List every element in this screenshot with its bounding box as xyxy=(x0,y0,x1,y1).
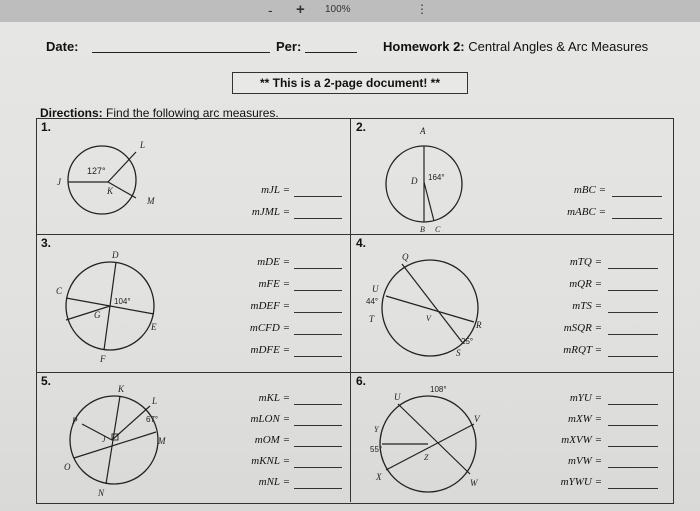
problem-6-circle-diagram xyxy=(370,382,500,502)
question-5c: mOM = xyxy=(254,434,290,446)
problem-3-number: 3. xyxy=(41,236,52,250)
question-1b: mJML = xyxy=(251,206,290,218)
label-Q: Q xyxy=(402,252,409,262)
label-P: P xyxy=(72,416,78,426)
angle-164: 164° xyxy=(428,173,445,182)
page-title xyxy=(383,39,648,54)
zoom-level: 100% xyxy=(325,4,351,15)
answer-blank-2a[interactable] xyxy=(612,196,662,197)
question-5e: mNL = xyxy=(258,476,290,488)
question-2b: mABC = xyxy=(567,206,606,218)
problem-2-circle-diagram xyxy=(378,126,468,236)
answer-blank-6d[interactable] xyxy=(608,467,658,468)
label-K: K xyxy=(107,186,114,196)
label-V: V xyxy=(426,314,431,323)
problem-2-number: 2. xyxy=(356,120,367,134)
answer-blank-5c[interactable] xyxy=(294,446,342,447)
label-C: C xyxy=(435,225,441,234)
label-J: J xyxy=(57,177,61,187)
date-blank[interactable] xyxy=(92,52,270,53)
answer-blank-3a[interactable] xyxy=(294,268,342,269)
question-2a: mBC = xyxy=(573,184,606,196)
problem-6-number: 6. xyxy=(356,374,367,388)
answer-blank-3c[interactable] xyxy=(294,312,342,313)
label-X: X xyxy=(376,472,382,482)
answer-blank-6e[interactable] xyxy=(608,488,658,489)
label-O: O xyxy=(64,462,71,472)
directions-label: Directions: xyxy=(40,106,103,120)
problem-5-number: 5. xyxy=(41,374,52,388)
problem-1-number: 1. xyxy=(41,120,52,134)
answer-blank-4b[interactable] xyxy=(608,290,658,291)
question-3d: mCFD = xyxy=(249,322,290,334)
answer-blank-3d[interactable] xyxy=(294,334,342,335)
label-L: L xyxy=(152,396,158,406)
problem-5-circle-diagram xyxy=(60,382,180,502)
answer-blank-1a[interactable] xyxy=(294,196,342,197)
angle-67: 67° xyxy=(146,415,159,424)
answer-blank-4c[interactable] xyxy=(608,312,658,313)
period-blank[interactable] xyxy=(305,52,357,53)
label-A: A xyxy=(420,126,426,136)
zoom-in-button[interactable]: + xyxy=(296,1,305,18)
angle-108: 108° xyxy=(430,385,447,394)
question-3b: mFE = xyxy=(258,278,290,290)
label-B: B xyxy=(420,225,425,234)
label-D: D xyxy=(112,250,119,260)
problem-4-circle-diagram xyxy=(364,248,494,370)
period-label: Per: xyxy=(276,39,302,54)
label-U: U xyxy=(372,284,379,294)
question-3a: mDE = xyxy=(257,256,290,268)
label-D: D xyxy=(411,176,418,186)
label-C: C xyxy=(56,286,63,296)
answer-blank-5d[interactable] xyxy=(294,467,342,468)
angle-104: 104° xyxy=(114,297,131,306)
label-M: M xyxy=(158,436,166,446)
directions-text: Find the following arc measures. xyxy=(102,106,279,120)
two-page-notice: ** This is a 2-page document! ** xyxy=(232,72,468,94)
label-L: L xyxy=(140,140,146,150)
question-4c: mTS = xyxy=(572,300,602,312)
question-5b: mLON = xyxy=(250,413,290,425)
zoom-out-button[interactable]: - xyxy=(268,2,273,18)
angle-55: 55° xyxy=(370,445,383,454)
viewer-toolbar xyxy=(0,0,700,22)
label-E: E xyxy=(151,322,157,332)
label-M: M xyxy=(147,196,155,206)
answer-blank-2b[interactable] xyxy=(612,218,662,219)
angle-25: 25° xyxy=(461,337,474,346)
question-6d: mVW = xyxy=(568,455,602,467)
label-S: S xyxy=(456,348,461,358)
date-label: Date: xyxy=(46,39,79,54)
grid-vertical-divider xyxy=(350,118,351,502)
angle-44: 44° xyxy=(366,297,379,306)
answer-blank-5e[interactable] xyxy=(294,488,342,489)
label-V: V xyxy=(474,414,480,424)
question-4d: mSQR = xyxy=(563,322,602,334)
question-6e: mYWU = xyxy=(560,476,602,488)
worksheet-page xyxy=(0,22,700,511)
label-U: U xyxy=(394,392,401,402)
label-K: K xyxy=(118,384,125,394)
label-G: G xyxy=(94,310,101,320)
question-6a: mYU = xyxy=(569,392,602,404)
answer-blank-1b[interactable] xyxy=(294,218,342,219)
problem-1-circle-diagram xyxy=(52,132,172,222)
problem-4-number: 4. xyxy=(356,236,367,250)
question-3e: mDFE = xyxy=(250,344,290,356)
question-6b: mXW = xyxy=(568,413,602,425)
more-options-icon[interactable]: ⋮ xyxy=(416,2,428,16)
grid-divider-row2 xyxy=(36,372,674,373)
label-F: F xyxy=(100,354,106,364)
label-R: R xyxy=(476,320,482,330)
answer-blank-4d[interactable] xyxy=(608,334,658,335)
label-W: W xyxy=(470,478,478,488)
label-Z: Z xyxy=(424,453,429,462)
question-5d: mKNL = xyxy=(251,455,290,467)
answer-blank-5b[interactable] xyxy=(294,425,342,426)
label-N: N xyxy=(98,488,105,498)
label-J: J xyxy=(102,435,106,444)
answer-blank-6b[interactable] xyxy=(608,425,658,426)
question-1a: mJL = xyxy=(261,184,290,196)
answer-blank-6a[interactable] xyxy=(608,404,658,405)
answer-blank-3e[interactable] xyxy=(294,356,342,357)
angle-127: 127° xyxy=(87,166,106,176)
grid-divider-row1 xyxy=(36,234,674,235)
question-4a: mTQ = xyxy=(569,256,602,268)
answer-blank-4e[interactable] xyxy=(608,356,658,357)
question-4e: mRQT = xyxy=(563,344,602,356)
answer-blank-6c[interactable] xyxy=(608,446,658,447)
question-6c: mXVW = xyxy=(561,434,602,446)
answer-blank-5a[interactable] xyxy=(294,404,342,405)
answer-blank-3b[interactable] xyxy=(294,290,342,291)
label-Y: Y xyxy=(374,425,379,434)
title-bold: Homework 2: xyxy=(383,39,465,54)
problem-3-circle-diagram xyxy=(50,250,170,368)
label-T: T xyxy=(369,314,375,324)
question-4b: mQR = xyxy=(569,278,602,290)
title-rest: Central Angles & Arc Measures xyxy=(464,39,649,54)
answer-blank-4a[interactable] xyxy=(608,268,658,269)
question-5a: mKL = xyxy=(258,392,290,404)
question-3c: mDEF = xyxy=(250,300,290,312)
